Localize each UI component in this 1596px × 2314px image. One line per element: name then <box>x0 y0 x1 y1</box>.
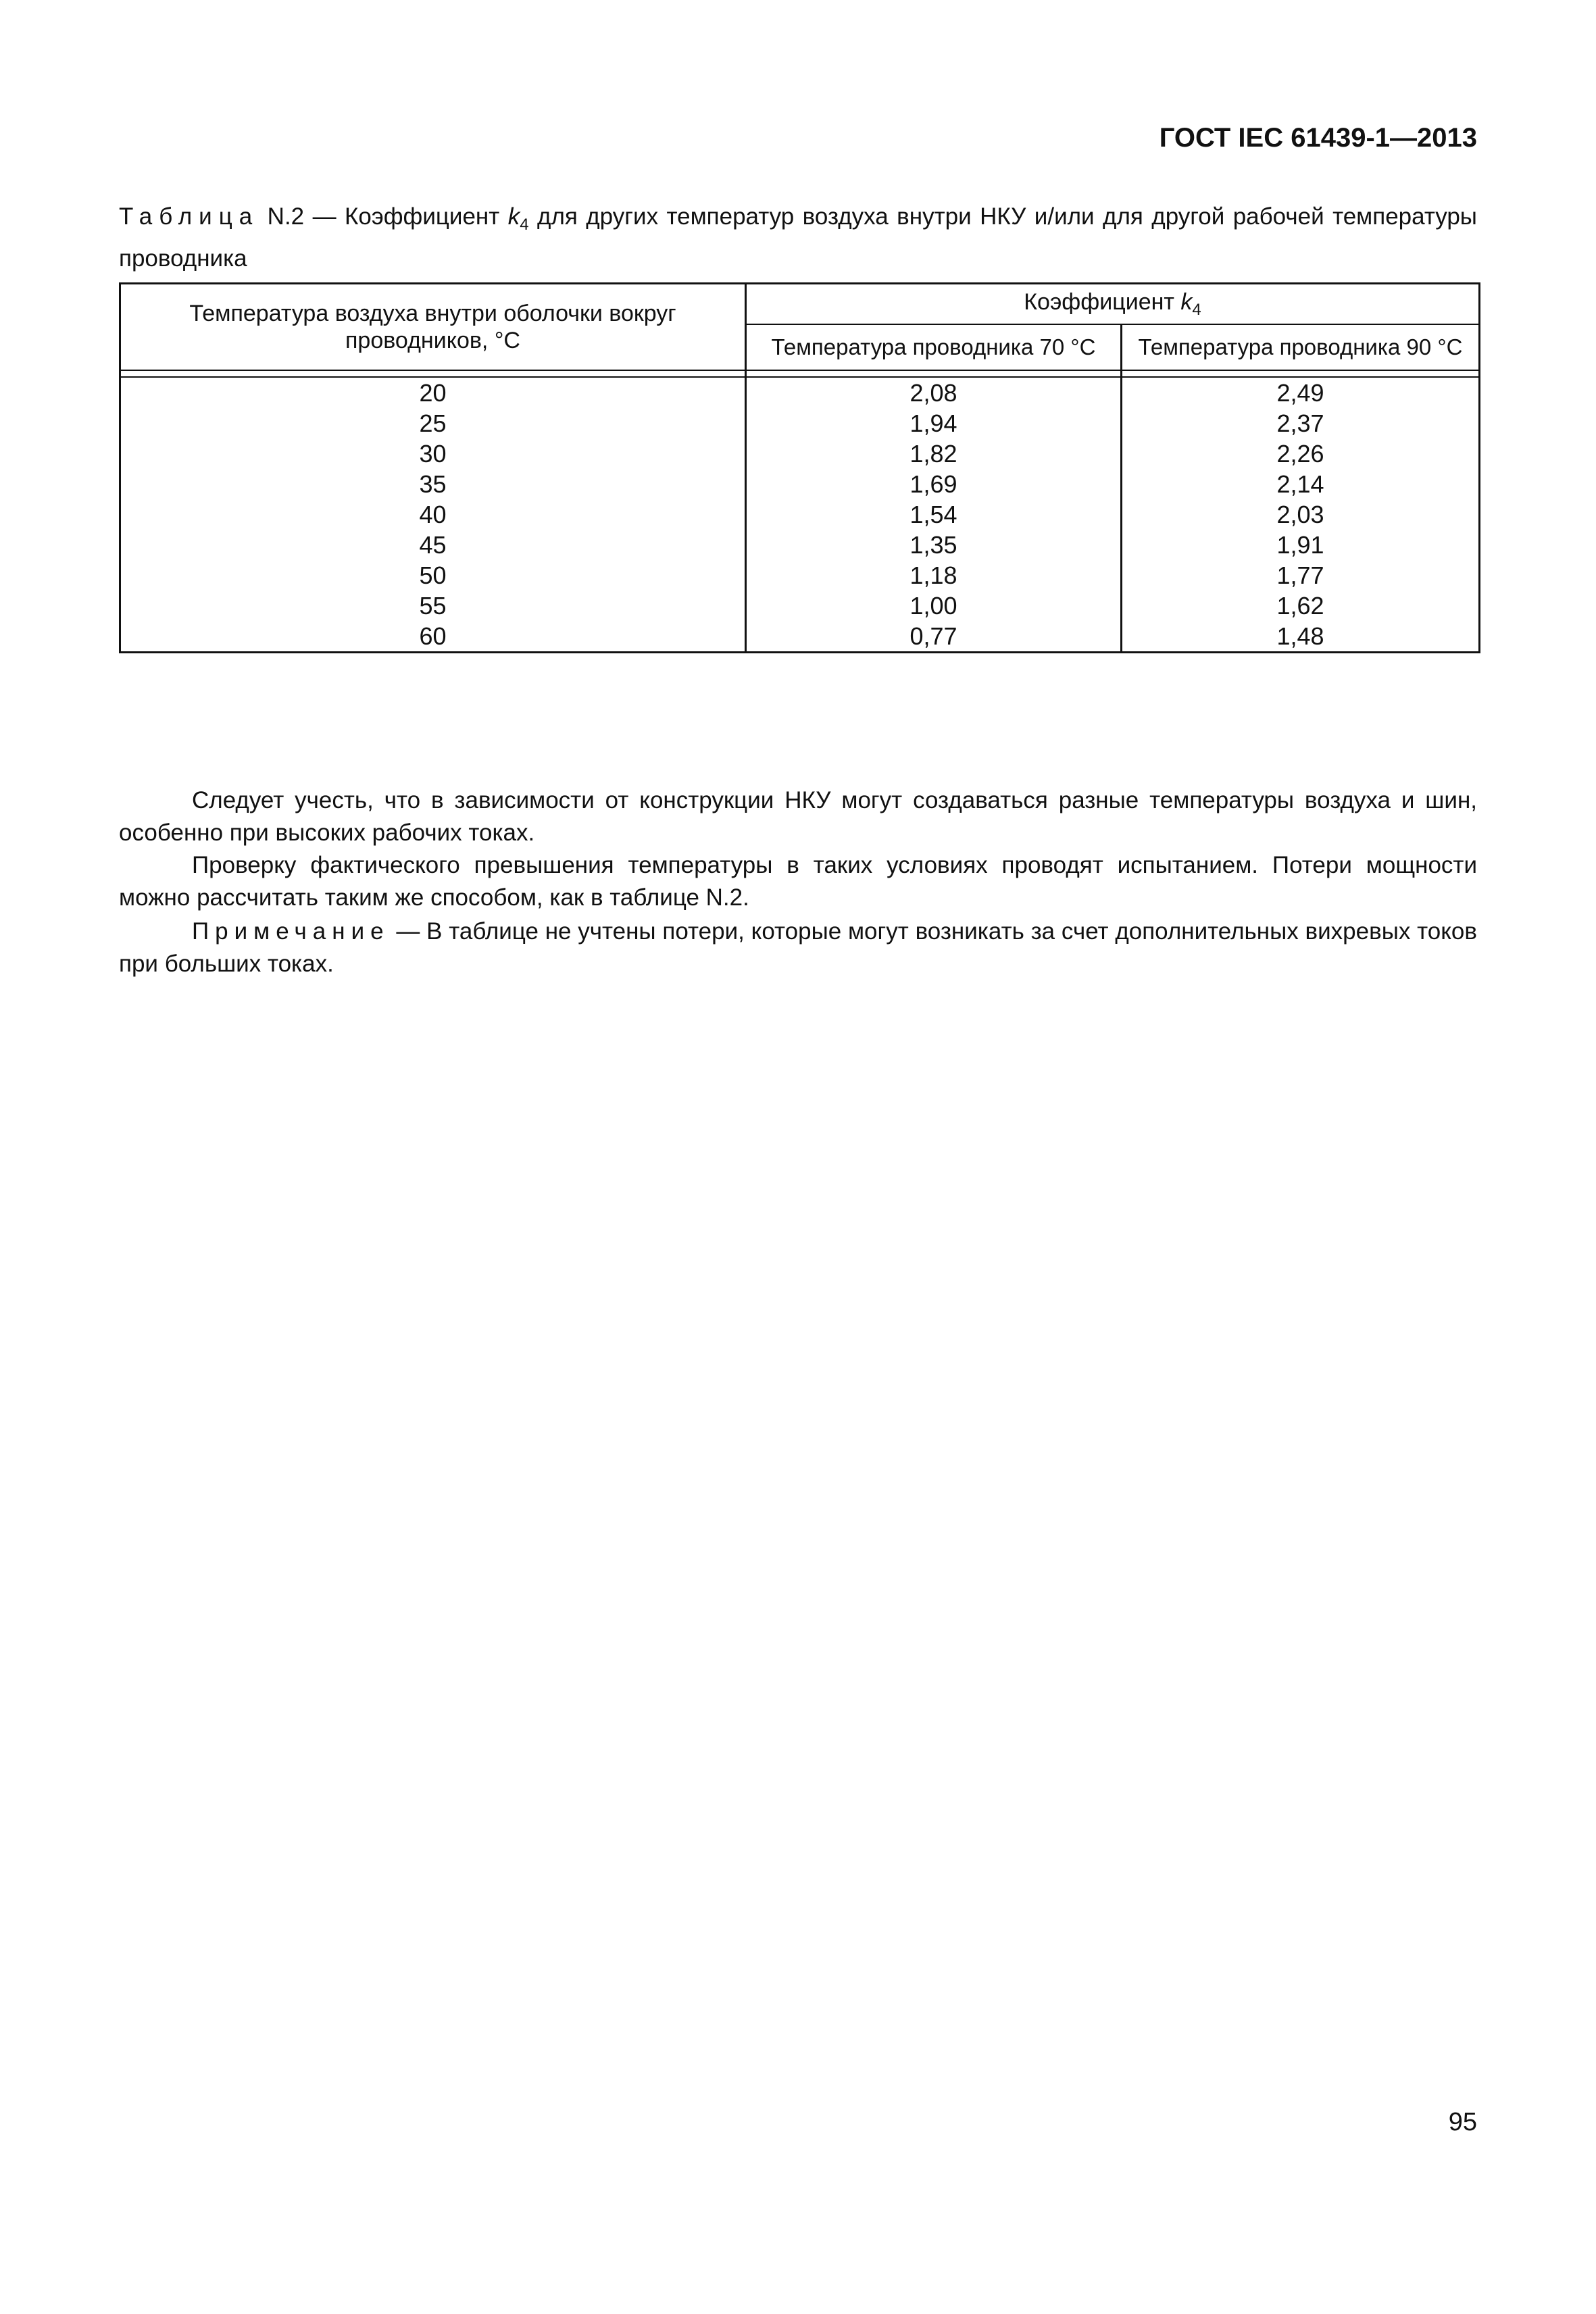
table-cell: 1,48 <box>1276 622 1324 650</box>
header-conductor-90: Температура проводника 90 °С <box>1122 324 1480 370</box>
note-text: — В таблице не учтены потери, которые могут возникать за счет дополнительных вихревых токов при больших токах. <box>119 918 1477 977</box>
table-values <box>120 377 1480 653</box>
table-cell: 0,77 <box>909 622 957 650</box>
standard-code: ГОСТ IEC 61439-1—2013 <box>1159 123 1477 153</box>
paragraph-temperature-note: Следует учесть, что в зависимости от конструкции НКУ могут создаваться разные температуры воздуха и шин, особенно при высоких рабочих токах. <box>119 787 1477 846</box>
table-caption <box>119 200 1477 276</box>
table-caption-rest: для других температур воздуха внутри НКУ и/или для другой рабочей температуры проводника <box>119 203 1477 272</box>
header-air-temperature: Температура воздуха внутри оболочки вокруг проводников, °С <box>120 284 746 371</box>
table-cell: 35 <box>419 470 447 498</box>
table-cell: 50 <box>419 561 447 589</box>
table-cell: 2,08 <box>909 379 957 407</box>
table-cell: 20 <box>419 379 447 407</box>
page-number: 95 <box>1448 2108 1477 2136</box>
paragraph-verification: Проверку фактического превышения температуры в таких условиях проводят испытанием. Потери мощности можно рассчитать таким же способом, как в таблице N.2. <box>119 852 1477 911</box>
table-cell: 40 <box>419 501 447 528</box>
table-caption-k-symbol: $k_4$ <box>507 203 529 234</box>
table-cell: 2,03 <box>1276 501 1324 528</box>
table-cell: 1,35 <box>909 531 957 559</box>
table-cell: 2,26 <box>1276 440 1324 468</box>
note-paragraph <box>119 915 1477 980</box>
table-cell: 30 <box>419 440 447 468</box>
table-cell: 1,62 <box>1276 592 1324 620</box>
coefficient-table <box>119 282 1480 653</box>
column-k90 <box>1122 377 1480 653</box>
header-conductor-70: Температура проводника 70 °С <box>746 324 1122 370</box>
table-cell: 45 <box>419 531 447 559</box>
table-cell: 1,91 <box>1276 531 1324 559</box>
column-air-temperature <box>120 377 746 653</box>
table-cell: 1,18 <box>909 561 957 589</box>
column-k70 <box>746 377 1122 653</box>
table-cell: 1,82 <box>909 440 957 468</box>
table-cell: 1,94 <box>909 409 957 437</box>
table-cell: 25 <box>419 409 447 437</box>
table-cell: 60 <box>419 622 447 650</box>
table-cell: 2,49 <box>1276 379 1324 407</box>
header-coefficient: Коэффициент $k_4$ <box>746 284 1480 325</box>
table-cell: 2,37 <box>1276 409 1324 437</box>
table-cell: 55 <box>419 592 447 620</box>
header-separator <box>120 370 1480 377</box>
table-caption-label: Таблица <box>119 203 259 230</box>
table-cell: 1,69 <box>909 470 957 498</box>
table-cell: 1,00 <box>909 592 957 620</box>
table-cell: 2,14 <box>1276 470 1324 498</box>
table-cell: 1,77 <box>1276 561 1324 589</box>
note-label: Примечание <box>192 918 390 945</box>
table-cell: 1,54 <box>909 501 957 528</box>
table-caption-title: N.2 — Коэффициент <box>267 203 500 230</box>
